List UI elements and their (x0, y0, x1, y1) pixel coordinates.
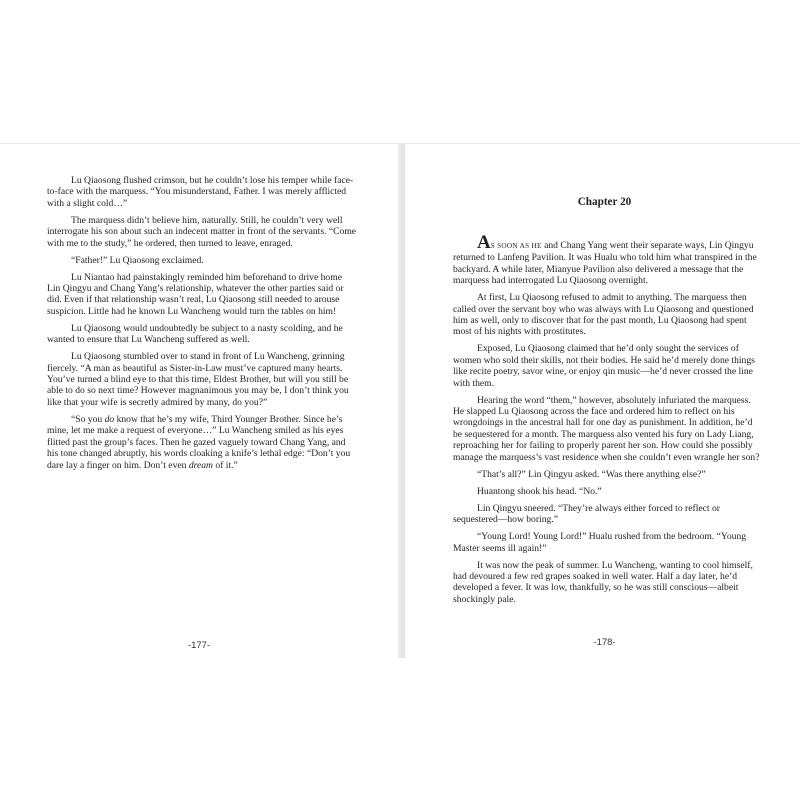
left-page-body (47, 175, 357, 477)
small-caps-lead: S SOON AS HE (490, 242, 542, 250)
left-page (0, 143, 401, 658)
text-run: and Chang Yang went their separate ways, Lin Qingyu returned to Lanfeng Pavilion. It was Hualu who told him what transpired in the backyard. A while later, Mianyue Pavilion also delivered a message that the marquess had interrogated Lu Qiaosong overnight. (453, 240, 757, 287)
emphasis: dream (188, 459, 213, 471)
paragraph: It was now the peak of summer. Lu Wancheng, wanting to cool himself, had devoured a few red grapes soaked in well water. Half a day later, he’d developed a fever. It was low, thankfully, so he was still conscious—albeit shockingly pale. (453, 559, 753, 605)
paragraph: Lin Qingyu sneered. “They’re always either forced to reflect or sequestered—how boring.” (453, 502, 720, 526)
right-page-body (453, 232, 761, 611)
text-run: of it.” (213, 459, 238, 471)
paragraph: The marquess didn’t believe him, naturally. Still, he couldn’t very well interrogate his son about such an indecent matter in front of the servants. “Come with me to the study,” he ordered, then turned to leave, enraged. (47, 214, 357, 249)
text-run: “So you (71, 413, 105, 425)
drop-cap: A (477, 232, 491, 253)
paragraph: “That’s all?” Lin Qingyu asked. “Was there anything else?” (477, 468, 706, 480)
emphasis: do (104, 413, 115, 425)
paragraph: Lu Qiaosong stumbled over to stand in front of Lu Wancheng, grinning fiercely. “A man as beautiful as Sister-in-Law must’ve captured many hearts. You’ve turned a blind eye to that this time, Eldest Brother, but will you still be able to do so next time? However magnanimous you may be, I don’t think you like that your wife is secretly admired by many, do you?” (47, 351, 349, 408)
page-number: -177- (187, 640, 211, 651)
right-page (401, 143, 800, 658)
paragraph: Hearing the word “them,” however, absolutely infuriated the marquess. He slapped Lu Qiaosong across the face and ordered him to reflect on his wrongdoings in the ancestral hall for one day as punishment. In addition, he’d be sequestered for a month. The marquess also vented his fury on Lady Liang, reproaching her for failing to properly parent her son. How could she possibly manage the marquess’s vast residence when she couldn’t even wrangle her son? (453, 394, 760, 463)
paragraph: Lu Qiaosong flushed crimson, but he couldn’t lose his temper while face-to-face with the marquess. “You misunderstand, Father. I was merely afflicted with a slight cold…” (47, 175, 354, 209)
paragraph (47, 414, 357, 471)
page-number: -178- (593, 637, 616, 648)
paragraph: At first, Lu Qiaosong refused to admit to anything. The marquess then called over the servant boy who was always with Lu Qiaosong and questioned him as well, only to discover that for the past month, Lu Qiaosong had spent most of his nights with prostitutes. (453, 292, 754, 338)
paragraph: “Young Lord! Young Lord!” Hualu rushed from the bedroom. “Young Master seems ill again!” (453, 531, 747, 554)
paragraph: Exposed, Lu Qiaosong claimed that he’d only sought the services of women who sold their skills, not their bodies. He said he’d merely done things like recite poetry, savor wine, or enjoy qin music—he’d never crossed the line with them. (453, 343, 755, 389)
paragraph: “Father!” Lu Qiaosong exclaimed. (71, 254, 204, 266)
text-run: know that he’s my wife, Third Younger Brother. Since he’s mine, let me make a request of everyone…” Lu Wancheng smiled as his eyes flitted past the group’s faces. Then he gazed vaguely toward Chang Yang, and his tone changed abruptly, his words cloaking a knife’s lethal edge: “Don’t you dare lay a finger on him. Don’t even (47, 413, 351, 471)
paragraph: Lu Qiaosong would undoubtedly be subject to a nasty scolding, and he wanted to ensure that Lu Wancheng suffered as well. (47, 322, 343, 346)
paragraph: Huantong shook his head. “No.” (477, 485, 602, 497)
opening-paragraph (453, 232, 761, 287)
chapter-title: Chapter 20 (577, 196, 632, 208)
paragraph: Lu Niantao had painstakingly reminded him beforehand to drive home Lin Qingyu and Chang Yang’s relationship, whatever the other parties said or did. Even if that relationship wasn’t real, Lu Qiaosong still needed to arouse suspicion. Little had he known Lu Wancheng would turn the tables on him! (47, 271, 344, 317)
